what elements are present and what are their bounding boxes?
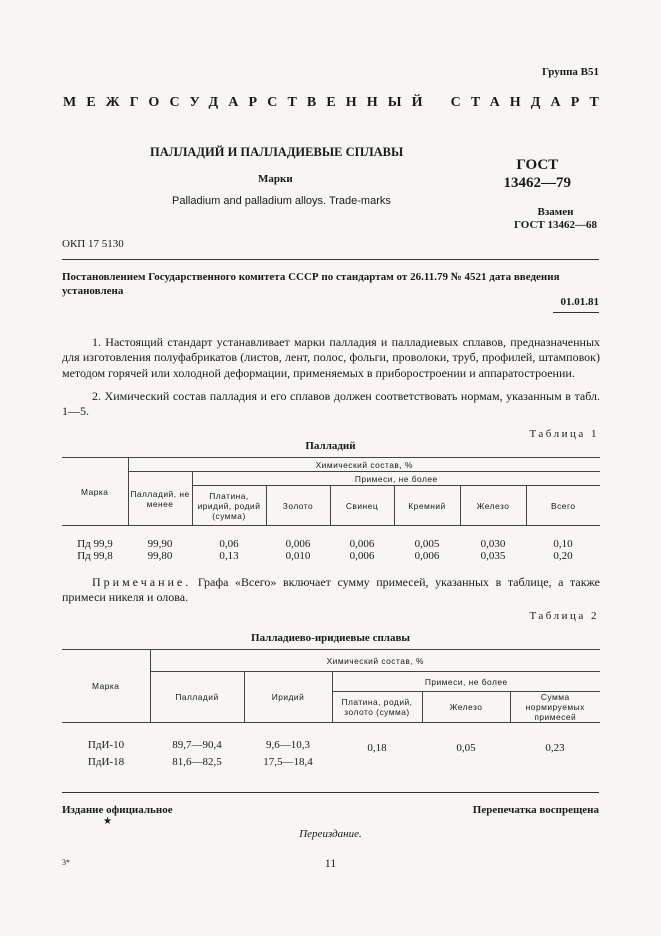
t1-cell-au: 0,010 — [285, 549, 311, 562]
t2-cell-ir: 9,6—10,3 — [266, 738, 310, 751]
t2-cell-ir: 17,5—18,4 — [263, 755, 313, 768]
gost-number: 13462—79 — [503, 175, 571, 191]
t1-cell-pd: 99,80 — [147, 549, 173, 562]
t2-header-pt-rh-au: Платина, родий, золото (сумма) — [332, 692, 422, 723]
t1-cell-pb: 0,006 — [349, 549, 375, 562]
official-edition: Издание официальное — [62, 804, 173, 816]
interstate-standard-banner — [63, 95, 609, 115]
document-title: ПАЛЛАДИЙ И ПАЛЛАДИЕВЫЕ СПЛАВЫ — [150, 145, 404, 159]
note-label: Примечание. — [92, 575, 192, 589]
t1-cell-mark: Пд 99,8 — [77, 549, 113, 562]
table2-name: Палладиево-иридиевые сплавы — [251, 632, 410, 644]
footer-divider — [62, 792, 599, 793]
t1-header-chem: Химический состав, % — [128, 458, 600, 472]
okp-code: ОКП 17 5130 — [62, 238, 124, 250]
replaced-gost: ГОСТ 13462—68 — [514, 219, 597, 231]
t1-cell-fe: 0,035 — [480, 549, 506, 562]
t1-cell-au: 0,006 — [285, 537, 311, 550]
paragraph-1: 1. Настоящий стандарт устанавливает марки палладия и палладиевых сплавов, предназначенных для изготовления полуфабрикатов (листов, лент, полос, фольги, проволоки, труб, профилей, штамповок) методом горячей или холодной деформации, применяемых в приборостроении и аппаратостроении. — [62, 335, 600, 380]
note-text: Графа «Всего» включает сумму примесей, указанных в таблице, а также примеси никеля и олова. — [62, 575, 600, 605]
t2-cell-pd: 89,7—90,4 — [172, 738, 222, 751]
t2-header-palladium: Палладий — [150, 672, 244, 723]
table-row — [62, 550, 600, 562]
paragraph-2: 2. Химический состав палладия и его сплавов должен соответствовать нормам, указанным в табл. 1—5. — [62, 389, 600, 419]
table1-note — [62, 575, 600, 606]
t1-cell-total: 0,20 — [553, 549, 573, 562]
reprint-prohibited: Перепечатка воспрещена — [472, 804, 599, 816]
decree-text: Постановлением Государственного комитета СССР по стандартам от 26.11.79 № 4521 дата введения установлена — [62, 271, 560, 297]
t2-cell-pd: 81,6—82,5 — [172, 755, 222, 768]
t1-cell-fe: 0,030 — [480, 537, 506, 550]
t1-cell-si: 0,005 — [414, 537, 440, 550]
t2-cell-mark: ПдИ-10 — [87, 738, 125, 751]
t2-header-mark: Марка — [62, 650, 150, 723]
document-subtitle: Марки — [258, 173, 293, 185]
t1-cell-mark: Пд 99,9 — [77, 537, 113, 550]
table2-caption: Таблица 2 — [529, 610, 599, 622]
replace-label: Взамен — [537, 206, 574, 218]
document-title-english: Palladium and palladium alloys. Trade-marks — [172, 195, 391, 207]
t2-header-iron: Железо — [422, 692, 510, 723]
table-row — [62, 538, 600, 550]
gost-designation — [504, 156, 572, 192]
date-underline — [553, 312, 599, 313]
group-code: Группа В51 — [541, 66, 599, 78]
t1-cell-pt: 0,06 — [219, 537, 239, 550]
replaces-block — [514, 206, 597, 232]
table-row — [62, 723, 600, 751]
table-palladium — [62, 457, 600, 562]
t2-cell-pt: 0,18 — [367, 741, 387, 754]
t1-cell-pb: 0,006 — [349, 537, 375, 550]
effective-date: 01.01.81 — [560, 296, 599, 308]
t1-header-impurities: Примеси, не более — [192, 472, 600, 486]
gost-label: ГОСТ — [516, 157, 559, 173]
t1-header-iron: Железо — [460, 486, 526, 526]
t1-header-pt-ir-rh: Платина, иридий, родий (сумма) — [192, 486, 266, 526]
t1-header-silicon: Кремний — [394, 486, 460, 526]
t2-header-iridium: Иридий — [244, 672, 332, 723]
table1-name: Палладий — [305, 440, 356, 452]
header-divider — [62, 259, 599, 260]
table-palladium-iridium — [62, 649, 600, 773]
reissue-label: Переиздание. — [299, 828, 362, 840]
t1-cell-pt: 0,13 — [219, 549, 239, 562]
t1-header-palladium: Палладий, не менее — [128, 472, 192, 526]
t1-header-gold: Золото — [266, 486, 330, 526]
star-icon: ★ — [103, 816, 112, 827]
t1-cell-total: 0,10 — [553, 537, 573, 550]
signature-mark: 3* — [62, 858, 70, 867]
table1-caption: Таблица 1 — [529, 428, 599, 440]
t2-cell-sum: 0,23 — [545, 741, 565, 754]
interstate-word: МЕЖГОСУДАРСТВЕННЫЙ — [63, 95, 433, 110]
t2-cell-mark: ПдИ-18 — [87, 755, 125, 768]
t2-header-chem: Химический состав, % — [150, 650, 600, 672]
t2-header-impurities: Примеси, не более — [332, 672, 600, 692]
t1-cell-pd: 99,90 — [147, 537, 173, 550]
t1-header-mark: Марка — [62, 458, 128, 526]
t1-header-lead: Свинец — [330, 486, 394, 526]
t2-cell-fe: 0,05 — [456, 741, 476, 754]
standard-word: СТАНДАРТ — [450, 95, 609, 110]
t1-header-total: Всего — [526, 486, 600, 526]
page-number: 11 — [324, 856, 337, 870]
t1-cell-si: 0,006 — [414, 549, 440, 562]
t2-header-sum: Сумма нормируемых примесей — [510, 692, 600, 723]
